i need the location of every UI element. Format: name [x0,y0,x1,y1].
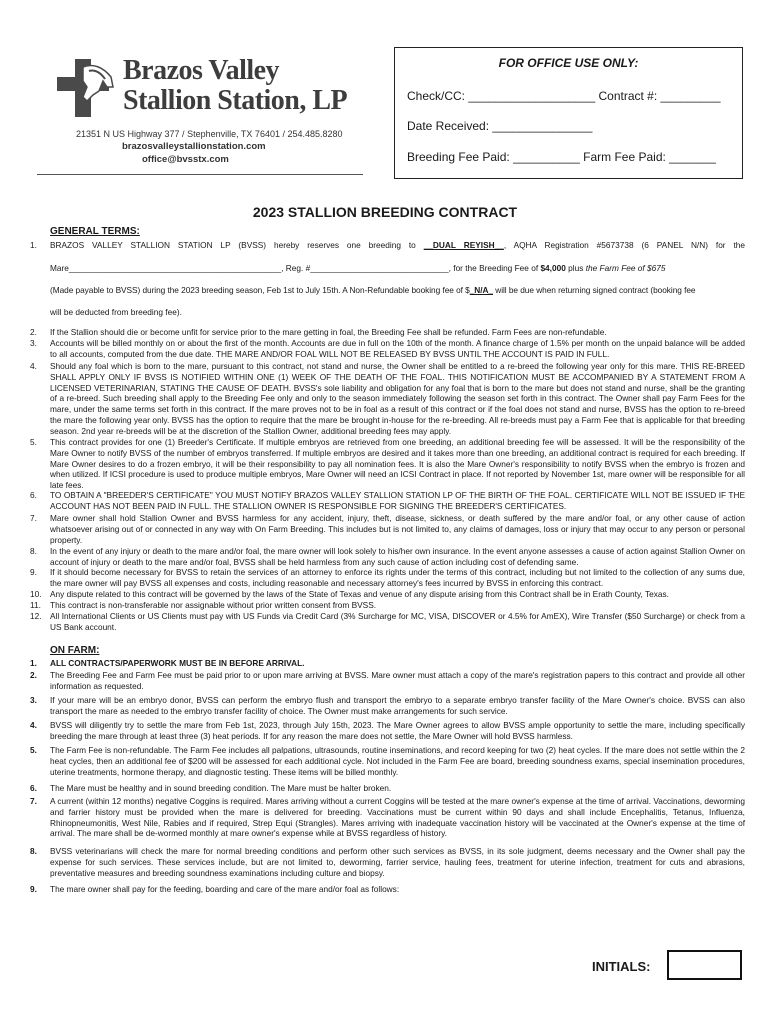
stallion-name: __DUAL REYISH__ [423,240,504,250]
item-number: 4. [30,720,37,730]
item-number: 7. [30,796,37,806]
farm-fee-value: the Farm Fee of $675 [585,263,666,273]
general-item-text: This contract provides for one (1) Breeder's Certificate. If multiple embryos are retrieved from one breeding, an additional breeding fee will be assessed. It will be the responsibility of the Mare Owner to notify BVSS of the number of embryos transferred. If multiple embryos are desired and it takes more than one breeding, an additional contract is required for each breeding. If Mare Owner desires to do a frozen embryo, it will be their responsibility to pay all nomination fees. It is also the Mare Owner's responsibility to notify BVSS when the embryo is frozen and when utilized. If ICSI procedure is used to produce multiple embryos, Mare Owner will need an ICSI Contract in place. If not reported by November 1st, mare owner will be responsible for all late fees. [50,437,745,491]
website: brazosvalleystallionstation.com [122,141,266,152]
office-use-title: FOR OFFICE USE ONLY: [498,56,639,70]
item1-text-f: will be due when returning signed contract (booking fee [495,285,696,295]
general-terms-heading: GENERAL TERMS: [50,226,140,237]
farm-item-text: The Farm Fee is non-refundable. The Farm Fee includes all palpations, ultrasounds, routine inseminations, and record keeping for two (2) heat cycles. If the mare does not settle within the 2 heat cycles, then an additional fee of $200 will be assessed for each additional cycle. Not included in the Farm Fee are board, breeding soundness exams, special insemination procedures, uterine treatments, hormone therapy, and diagnostic testing. These items will be billed monthly. [50,745,745,777]
item-number: 3. [30,695,37,705]
on-farm-heading: ON FARM: [50,645,100,656]
farm-item-text: The mare owner shall pay for the feeding, boarding and care of the mare and/or foal as follows: [50,884,400,894]
item-number: 12. [30,611,42,621]
farm-item-text: A current (within 12 months) negative Coggins is required. Mares arriving without a current Coggins will be tested at the mare owner's expense at the time of arrival. Vaccinations, deworming and farrier history must be provided when the mare is delivered for breeding. Vaccinations must be current within 90 days and shall include Encephalitis, Tetanus, Influenza, Rhinopneumonitis, West Nile, Rabies and if required, Strep Equi (Strangles). Mares arriving with inadequate vaccination history will be vaccinated at the Owner's expense at the time of arrival. The mare shall be de-wormed monthly at mare owner's expense while at BVSS regardless of history. [50,796,745,839]
general-item-text: This contract is non-transferable nor assignable without prior written consent from BVSS. [50,600,377,610]
item-number: 8. [30,846,37,856]
general-item-text: All International Clients or US Clients must pay with US Funds via Credit Card (3% Surcharge for MC, VISA, DISCOVER or 4.5% for AmEX), Wire Transfer ($50 Surcharge) or check from a US Bank account. [50,611,745,632]
farm-item-text: ALL CONTRACTS/PAPERWORK MUST BE IN BEFORE ARRIVAL. [50,658,305,668]
farm-item-text: BVSS veterinarians will check the mare for normal breeding conditions and perform other such services as BVSS, in its sole judgment, deems necessary and the Owner shall pay the expense for such services. These services include, but are not limited to, deworming, farrier service, hauling fees, treatment for uterine infection, treatment for cuts and abrasions, preventative measures and breeding soundness examinations including culture and biopsy. [50,846,745,878]
item1-line4: will be deducted from breeding fee). [50,307,182,317]
item-number: 8. [30,546,37,556]
item-number: 9. [30,567,37,577]
item-number: 9. [30,884,37,894]
initials-label: INITIALS: [592,959,651,974]
item-number: 4. [30,361,37,371]
item-number: 5. [30,745,37,755]
horse-cross-logo-icon [53,57,117,119]
item-number: 1. [30,240,37,250]
booking-fee-value: _N/A_ [469,285,494,295]
item-number: 10. [30,589,42,599]
office-fees-paid-line: Breeding Fee Paid: __________ Farm Fee Paid: _______ [407,150,716,164]
farm-item-text: If your mare will be an embryo donor, BVSS can perform the embryo flush and transport the embryo to a separate embryo transfer facility of the Mare Owner's choice. BVSS can also transport the mare as needed to the embryo transfer facility of choice. The Owner must make arrangements for such service. [50,695,745,716]
initials-box[interactable] [667,950,742,980]
general-item-text: TO OBTAIN A "BREEDER'S CERTIFICATE" YOU MUST NOTIFY BRAZOS VALLEY STALLION STATION LP OF THE BIRTH OF THE FOAL. CERTIFICATE WILL NOT BE ISSUED IF THE ACCOUNT HAS NOT BEEN PAID IN FULL. THE STALLION OWNER IS RESPONSIBLE FOR SIGNING THE BREEDER'S CERTIFICATES. [50,490,745,511]
brand-name-line2: Stallion Station, LP [123,85,348,116]
header-divider [37,174,363,175]
item-number: 6. [30,490,37,500]
general-item-text: Should any foal which is born to the mare, pursuant to this contract, not stand and nurse, the Owner shall be entitled to a re-breed the following year only for this mare. THIS RE-BREED SHALL APPLY ONLY IF BVSS IS NOTIFIED WITHIN ONE (1) WEEK OF THE DEATH OF THE FOAL. THIS NOTIFICATION MUST BE ACCOMPANIED BY A STATEMENT FROM A LICENSED VETERINARIAN, STATING THE CAUSE OF DEATH. BVSS's sole liability and obligation for any foal that is born to the mare but does not stand and nurse, shall be the granting of a re-breed. Such breeding shall apply to the Breeding Fee only and only to the season immediately following the season set forth in this contract. The Owner shall pay Farm Fees for the mare, under the same terms set forth in this contract. If the mare proves not to be in foal as a result of this contract or if the foal does not stand and nurse, BVSS has the option to re-breed the mare the following year only. BVSS has the option to require that the mare be brought in-house for the re-breeding. All re-breeds must pay a Farm Fee that is applicable for that breeding season. 2nd year re-breeds will be at the discretion of the Stallion Owner, additional breeding fees may apply. [50,361,745,436]
email: office@bvsstx.com [142,154,229,165]
item-number: 3. [30,338,37,348]
farm-item-text: The Breeding Fee and Farm Fee must be paid prior to or upon mare arriving at BVSS. Mare owner must attach a copy of the mare's registration papers to this contract and provide all other information as requested. [50,670,745,691]
item1-text-e: (Made payable to BVSS) during the 2023 breeding season, Feb 1st to July 15th. A Non-Refundable booking fee of $ [50,285,470,295]
brand-name-line1: Brazos Valley [123,55,280,86]
general-item-text: If the Stallion should die or become unfit for service prior to the mare getting in foal, the Breeding Fee shall be refunded. Farm Fees are non-refundable. [50,327,607,337]
item-number: 6. [30,783,37,793]
item1-line1 [50,240,745,251]
item-number: 7. [30,513,37,523]
office-check-contract-line: Check/CC: ___________________ Contract #: _________ [407,89,721,103]
contract-title: 2023 STALLION BREEDING CONTRACT [252,204,518,220]
general-item-text: In the event of any injury or death to the mare and/or foal, the mare owner will look solely to his/her own insurance. In the event anyone assesses a cause of action against Stallion Owner on account of injury or death to the mare and/or foal, BVSS shall be held harmless from any such cause of action including cost of defending same. [50,546,745,567]
item-number: 5. [30,437,37,447]
office-date-received-line: Date Received: _______________ [407,119,593,133]
farm-item-text: The Mare must be healthy and in sound breeding condition. The Mare must be halter broken. [50,783,392,793]
item1-text-b: , AQHA Registration #5673738 (6 PANEL N/N) for the [503,240,745,250]
item1-text-c: Mare______________________________________________, Reg. #______________________________, for the Breeding Fee of [50,263,539,273]
general-item-text: If it should become necessary for BVSS to retain the services of an attorney to enforce its rights under the terms of this contract, including but not limited to the collection of any sums due, the mare owner will pay BVSS all expenses and costs, including reasonable and necessary attorney's fees incurred by BVSS in enforcing this contract. [50,567,745,588]
item1-text-a: BRAZOS VALLEY STALLION STATION LP (BVSS) hereby reserves one breeding to [50,240,416,250]
item-number: 1. [30,658,37,668]
item-number: 2. [30,670,37,680]
general-item-text: Mare owner shall hold Stallion Owner and BVSS harmless for any accident, injury, theft, disease, sickness, or death suffered by the mare and/or foal, or any other cause of action whatsoever arising out of or connected in any way with On Farm Breeding. This includes but is not limited to, any claims of damages, loss or injury that may occur to any person or personal property. [50,513,745,545]
address: 21351 N US Highway 377 / Stephenville, TX 76401 / 254.485.8280 [76,129,343,139]
breeding-fee-value: $4,000 [540,263,566,273]
farm-item-text: BVSS will diligently try to settle the mare from Feb 1st, 2023, through July 15th, 2023. The Mare Owner agrees to allow BVSS ample opportunity to settle the mare, including specifically breeding the mare through at least three (3) heat periods. If for any reason the mare does not settle, the Mare Owner will hold BVSS harmless. [50,720,745,741]
item-number: 11. [30,600,41,610]
item1-line3 [50,285,745,296]
item1-line2 [50,263,745,274]
item-number: 2. [30,327,37,337]
item1-text-d: plus [568,263,584,273]
general-item-text: Accounts will be billed monthly on or about the first of the month. Accounts are due in full on the 10th of the month. A finance charge of 1.5% per month on the unpaid balance will be added to all accounts, computed from the due date. THE MARE AND/OR FOAL WILL NOT BE RELEASED BY BVSS UNTIL THE ACCOUNT IS PAID IN FULL. [50,338,745,359]
general-item-text: Any dispute related to this contract will be governed by the laws of the State of Texas and venue of any dispute arising from this Contract shall be in Erath County, Texas. [50,589,669,599]
